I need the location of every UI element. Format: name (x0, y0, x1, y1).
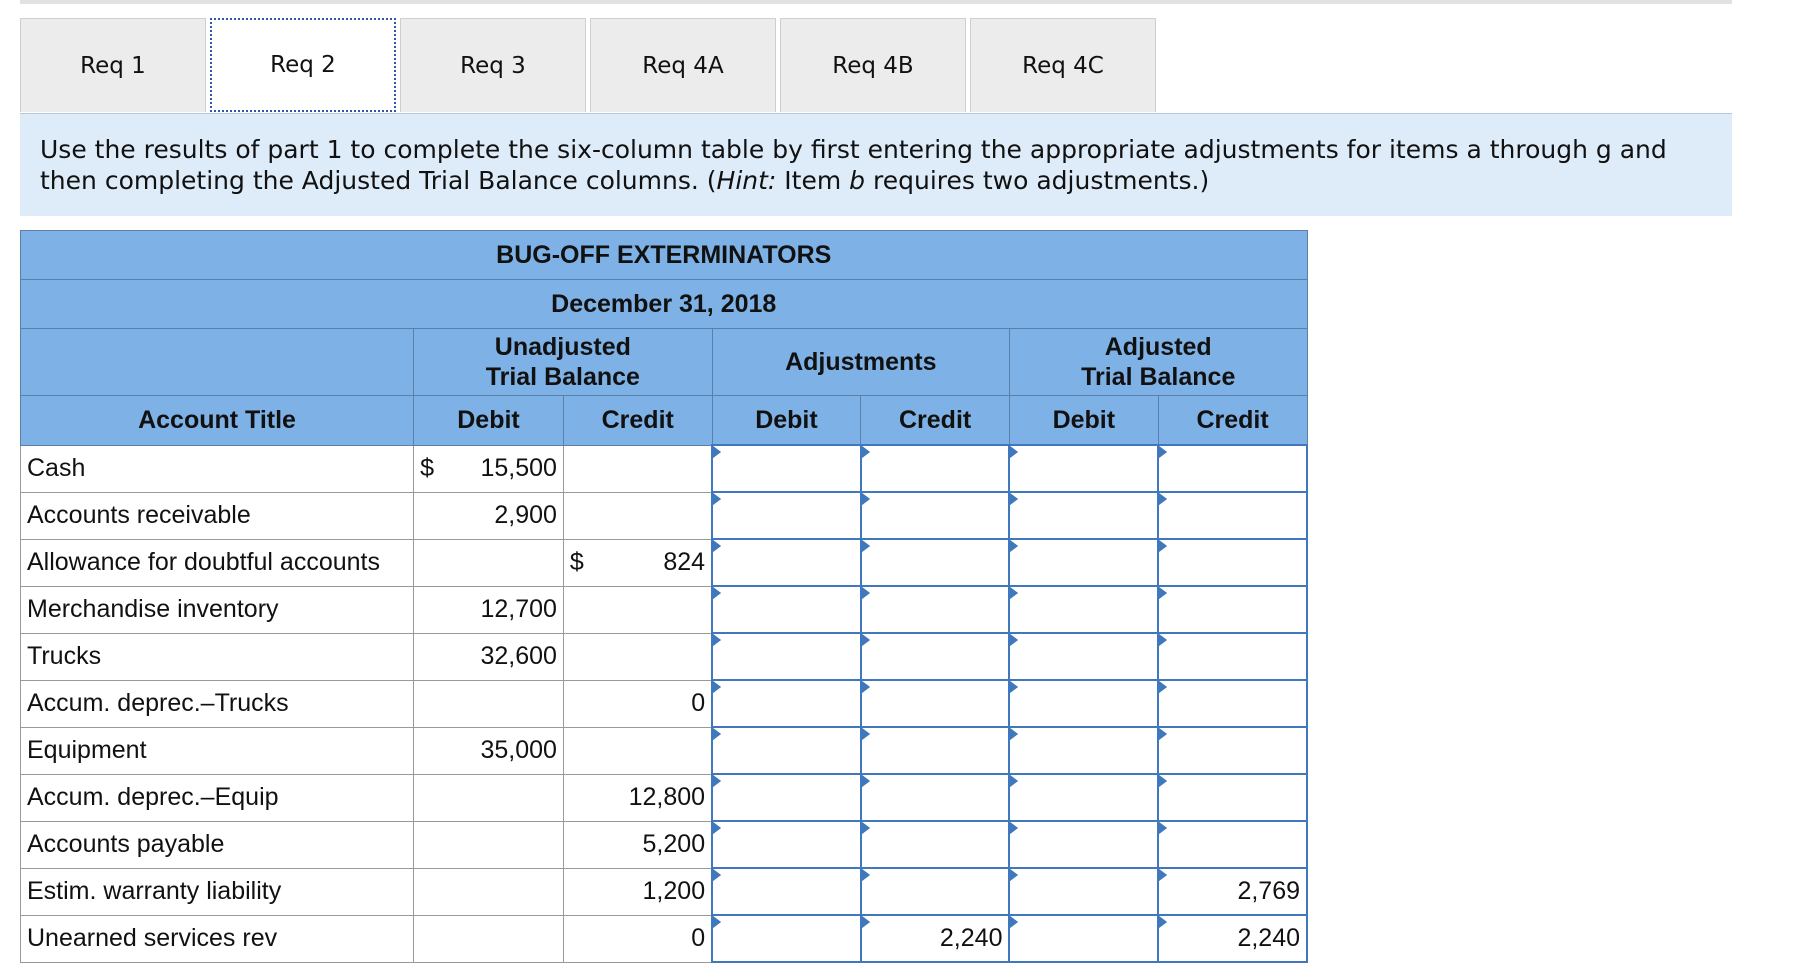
account-title-cell: Cash (21, 445, 414, 492)
table-row (21, 492, 1308, 539)
tab-req-4c[interactable]: Req 4C (970, 18, 1156, 112)
instructions-text: Use the results of part 1 to complete the six-column table by first entering the appropriate adjustments for items a through g and then completing the Adjusted Trial Balance columns. ( (40, 135, 1667, 195)
atb-debit-input[interactable] (1009, 492, 1158, 539)
instructions-panel (20, 114, 1732, 216)
amount-value: 0 (691, 689, 706, 717)
adjusted-line2: Trial Balance (1081, 363, 1236, 391)
atb-debit-input[interactable] (1009, 586, 1158, 633)
adj-debit-input[interactable] (712, 868, 861, 915)
atb-credit-input[interactable] (1158, 586, 1307, 633)
adj-credit-input[interactable] (861, 680, 1010, 727)
table-row (21, 868, 1308, 915)
atb-debit-input[interactable] (1009, 445, 1158, 492)
account-title-cell: Allowance for doubtful accounts (21, 539, 414, 586)
atb-credit-input[interactable] (1158, 774, 1307, 821)
amount-value: 12,800 (628, 783, 706, 811)
adj-credit-header: Credit (861, 396, 1010, 446)
currency-symbol: $ (569, 548, 584, 576)
statement-date: December 31, 2018 (21, 280, 1308, 329)
adj-credit-input[interactable]: 2,240 (861, 915, 1010, 962)
worksheet-body (21, 445, 1308, 962)
requirement-tabs (20, 18, 1160, 114)
instructions-text-c: requires two adjustments.) (865, 166, 1210, 195)
atb-debit-input[interactable] (1009, 821, 1158, 868)
atb-credit-input[interactable] (1158, 539, 1307, 586)
atb-credit-input[interactable] (1158, 492, 1307, 539)
atb-credit-input[interactable]: 2,240 (1158, 915, 1307, 962)
adj-debit-input[interactable] (712, 586, 861, 633)
instructions-text-b: Item (776, 166, 850, 195)
atb-debit-input[interactable] (1009, 633, 1158, 680)
adj-credit-input[interactable] (861, 445, 1010, 492)
adj-debit-input[interactable] (712, 633, 861, 680)
ut-debit-cell (414, 915, 564, 962)
account-title-cell: Trucks (21, 633, 414, 680)
table-row (21, 539, 1308, 586)
ut-credit-cell (563, 821, 712, 868)
adj-debit-header: Debit (712, 396, 861, 446)
table-row (21, 774, 1308, 821)
adj-credit-input[interactable] (861, 774, 1010, 821)
ut-credit-cell (563, 915, 712, 962)
adjustments-header: Adjustments (712, 329, 1009, 396)
atb-credit-input[interactable] (1158, 727, 1307, 774)
account-title-cell: Accum. deprec.–Trucks (21, 680, 414, 727)
account-title-cell: Equipment (21, 727, 414, 774)
ut-credit-cell (563, 492, 712, 539)
adj-credit-input[interactable] (861, 539, 1010, 586)
unadjusted-trial-balance-header (414, 329, 713, 396)
amount-value: 15,500 (480, 454, 557, 482)
adj-debit-input[interactable] (712, 774, 861, 821)
ut-credit-cell (563, 680, 712, 727)
top-divider (20, 0, 1732, 4)
adj-credit-input[interactable] (861, 727, 1010, 774)
amount-value: 32,600 (480, 642, 557, 670)
account-title-cell: Accum. deprec.–Equip (21, 774, 414, 821)
atb-debit-input[interactable] (1009, 774, 1158, 821)
amount-value: 1,200 (642, 877, 706, 905)
ut-debit-cell (414, 727, 564, 774)
amount-value: 2,900 (494, 501, 557, 529)
ut-credit-cell (563, 539, 712, 586)
amount-value: 5,200 (642, 830, 706, 858)
unadjusted-line2: Trial Balance (485, 363, 640, 391)
tab-req-2[interactable]: Req 2 (210, 18, 396, 112)
adj-debit-input[interactable] (712, 727, 861, 774)
account-title-cell: Estim. warranty liability (21, 868, 414, 915)
tab-req-3[interactable]: Req 3 (400, 18, 586, 112)
atb-credit-input[interactable]: 2,769 (1158, 868, 1307, 915)
ut-debit-cell (414, 680, 564, 727)
adj-credit-input[interactable] (861, 633, 1010, 680)
atb-credit-header: Credit (1158, 396, 1307, 446)
tab-req-4a[interactable]: Req 4A (590, 18, 776, 112)
atb-debit-input[interactable] (1009, 539, 1158, 586)
adj-credit-input[interactable] (861, 492, 1010, 539)
ut-debit-cell (414, 774, 564, 821)
company-name: BUG-OFF EXTERMINATORS (21, 231, 1308, 280)
atb-credit-input[interactable] (1158, 680, 1307, 727)
amount-value: 35,000 (480, 736, 557, 764)
ut-credit-cell (563, 633, 712, 680)
table-row (21, 445, 1308, 492)
ut-credit-cell (563, 586, 712, 633)
account-title-cell: Accounts receivable (21, 492, 414, 539)
ut-debit-cell (414, 821, 564, 868)
adj-debit-input[interactable] (712, 445, 861, 492)
hint-label: Hint: (716, 166, 777, 195)
ut-credit-cell (563, 868, 712, 915)
ut-debit-cell (414, 633, 564, 680)
table-row (21, 915, 1308, 962)
adj-credit-input[interactable] (861, 821, 1010, 868)
unadjusted-line1: Unadjusted (494, 333, 631, 361)
adj-debit-input[interactable] (712, 492, 861, 539)
adj-credit-input[interactable] (861, 868, 1010, 915)
atb-credit-input[interactable] (1158, 445, 1307, 492)
atb-debit-input[interactable] (1009, 868, 1158, 915)
table-row (21, 821, 1308, 868)
amount-value: 12,700 (480, 595, 557, 623)
adj-debit-input[interactable] (712, 539, 861, 586)
adjusted-trial-balance-header (1009, 329, 1307, 396)
atb-credit-input[interactable] (1158, 633, 1307, 680)
account-title-header: Account Title (21, 396, 414, 446)
ut-credit-header: Credit (563, 396, 712, 446)
ut-debit-cell (414, 586, 564, 633)
atb-debit-input[interactable] (1009, 727, 1158, 774)
adjusted-line1: Adjusted (1104, 333, 1212, 361)
ut-credit-cell (563, 727, 712, 774)
ut-debit-cell (414, 539, 564, 586)
amount-value: 824 (663, 548, 706, 576)
tab-req-1[interactable]: Req 1 (20, 18, 206, 112)
ut-debit-cell (414, 868, 564, 915)
atb-debit-input[interactable] (1009, 680, 1158, 727)
ut-debit-cell (414, 492, 564, 539)
ut-debit-header: Debit (414, 396, 564, 446)
adj-debit-input[interactable] (712, 915, 861, 962)
ut-debit-cell (414, 445, 564, 492)
worksheet-table (20, 230, 1308, 963)
table-row (21, 680, 1308, 727)
currency-symbol: $ (420, 454, 434, 482)
hint-item: b (849, 166, 866, 195)
adj-debit-input[interactable] (712, 680, 861, 727)
account-title-cell: Accounts payable (21, 821, 414, 868)
table-row (21, 727, 1308, 774)
adj-credit-input[interactable] (861, 586, 1010, 633)
ut-credit-cell (563, 445, 712, 492)
atb-debit-header: Debit (1009, 396, 1158, 446)
account-title-cell: Unearned services rev (21, 915, 414, 962)
adj-debit-input[interactable] (712, 821, 861, 868)
table-row (21, 633, 1308, 680)
atb-debit-input[interactable] (1009, 915, 1158, 962)
amount-value: 0 (691, 924, 706, 952)
tab-req-4b[interactable]: Req 4B (780, 18, 966, 112)
account-title-cell: Merchandise inventory (21, 586, 414, 633)
atb-credit-input[interactable] (1158, 821, 1307, 868)
blank-header (21, 329, 414, 396)
table-row (21, 586, 1308, 633)
ut-credit-cell (563, 774, 712, 821)
